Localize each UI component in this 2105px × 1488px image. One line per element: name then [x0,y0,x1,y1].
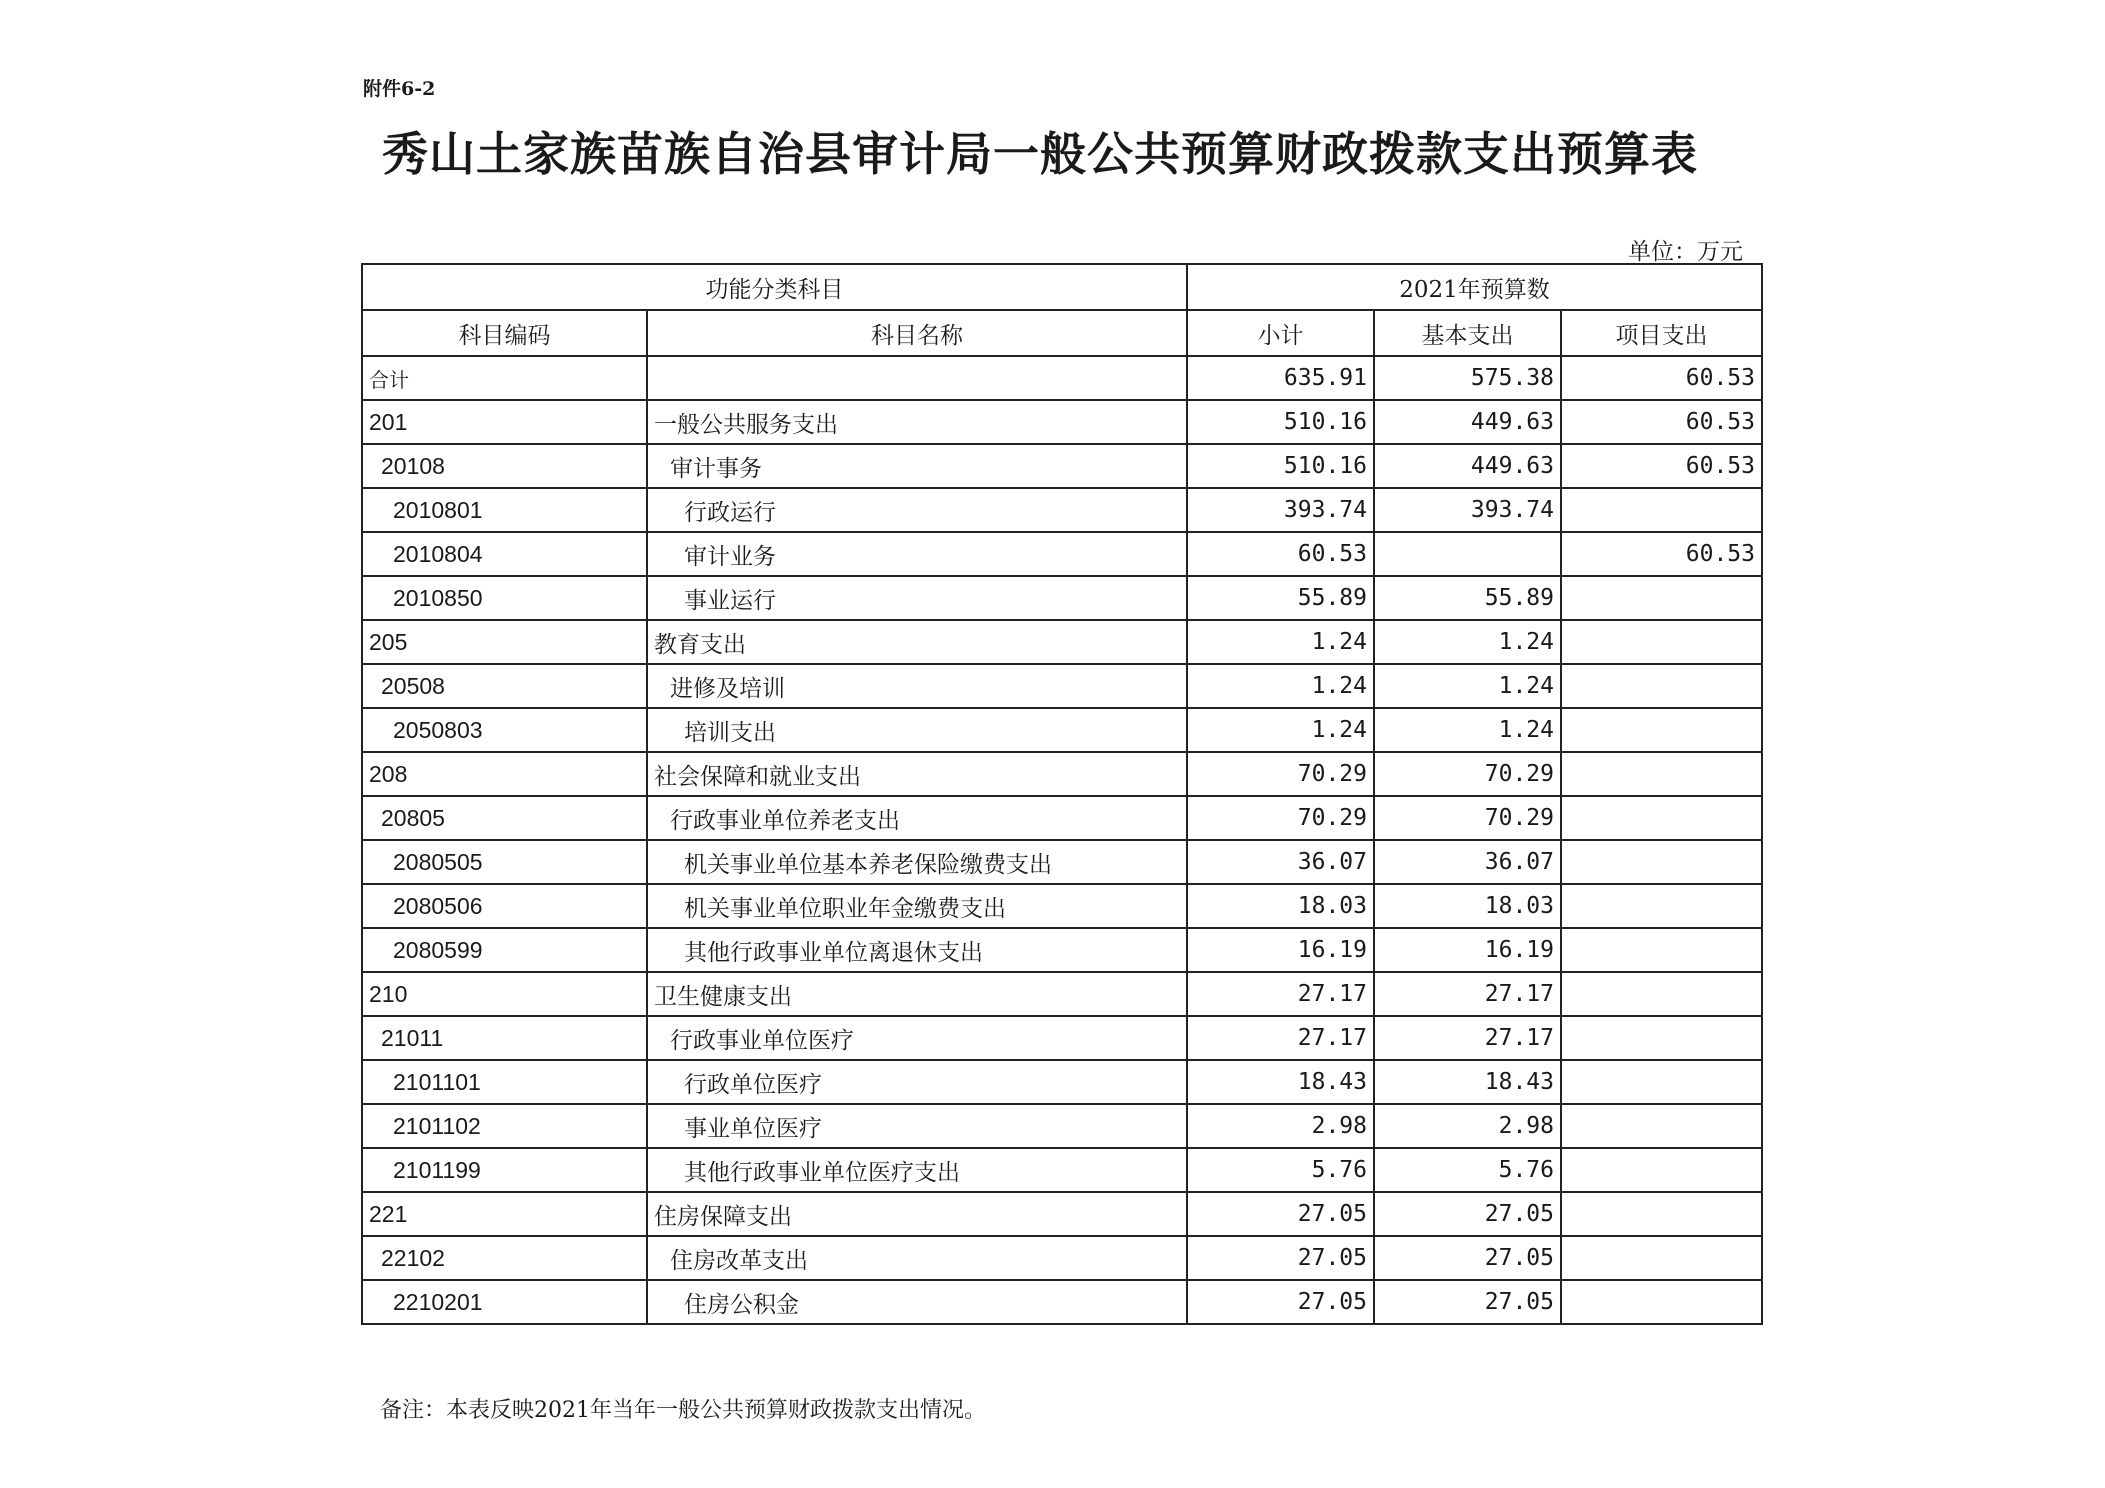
cell-name: 行政运行 [647,488,1187,532]
cell-project: 60.53 [1561,400,1762,444]
cell-project [1561,928,1762,972]
cell-project [1561,488,1762,532]
cell-name: 一般公共服务支出 [647,400,1187,444]
table-group-header-row [362,264,1762,310]
cell-code: 2050803 [362,708,647,752]
cell-basic: 27.05 [1374,1236,1561,1280]
cell-subtotal: 27.17 [1187,1016,1374,1060]
cell-name: 审计事务 [647,444,1187,488]
cell-code: 20108 [362,444,647,488]
table-column-header-row [362,310,1762,356]
cell-code: 20805 [362,796,647,840]
cell-basic: 449.63 [1374,400,1561,444]
cell-subtotal: 70.29 [1187,752,1374,796]
cell-code: 2101102 [362,1104,647,1148]
cell-subtotal: 27.05 [1187,1192,1374,1236]
cell-name: 事业运行 [647,576,1187,620]
cell-basic: 16.19 [1374,928,1561,972]
cell-name: 教育支出 [647,620,1187,664]
cell-basic: 27.05 [1374,1280,1561,1324]
cell-project [1561,796,1762,840]
cell-project [1561,972,1762,1016]
cell-subtotal: 36.07 [1187,840,1374,884]
cell-subtotal: 1.24 [1187,620,1374,664]
table-row [362,928,1762,972]
cell-code: 2101101 [362,1060,647,1104]
cell-name: 住房保障支出 [647,1192,1187,1236]
cell-name: 行政单位医疗 [647,1060,1187,1104]
cell-basic: 18.03 [1374,884,1561,928]
cell-project [1561,620,1762,664]
table-row [362,576,1762,620]
cell-code: 22102 [362,1236,647,1280]
table-row [362,884,1762,928]
cell-code: 2101199 [362,1148,647,1192]
cell-subtotal: 1.24 [1187,664,1374,708]
cell-basic: 2.98 [1374,1104,1561,1148]
cell-project [1561,1192,1762,1236]
table-row [362,620,1762,664]
table-row [362,488,1762,532]
cell-subtotal: 16.19 [1187,928,1374,972]
cell-project [1561,1236,1762,1280]
cell-code: 208 [362,752,647,796]
cell-basic: 27.05 [1374,1192,1561,1236]
cell-name: 住房公积金 [647,1280,1187,1324]
budget-table [361,263,1763,1325]
cell-project: 60.53 [1561,532,1762,576]
table-row [362,1060,1762,1104]
cell-name: 卫生健康支出 [647,972,1187,1016]
cell-subtotal: 2.98 [1187,1104,1374,1148]
table-row [362,532,1762,576]
table-row [362,796,1762,840]
cell-project [1561,576,1762,620]
cell-project [1561,664,1762,708]
cell-subtotal: 27.05 [1187,1280,1374,1324]
cell-name: 其他行政事业单位医疗支出 [647,1148,1187,1192]
cell-basic: 1.24 [1374,620,1561,664]
cell-project [1561,1104,1762,1148]
cell-project [1561,884,1762,928]
cell-subtotal: 18.03 [1187,884,1374,928]
cell-code: 2210201 [362,1280,647,1324]
table-row [362,840,1762,884]
cell-subtotal: 27.17 [1187,972,1374,1016]
table-row [362,1016,1762,1060]
page-title: 秀山土家族苗族自治县审计局一般公共预算财政拨款支出预算表 [382,127,1698,181]
cell-subtotal: 510.16 [1187,400,1374,444]
cell-subtotal: 510.16 [1187,444,1374,488]
cell-code: 合计 [362,356,647,400]
cell-name: 其他行政事业单位离退休支出 [647,928,1187,972]
cell-subtotal: 60.53 [1187,532,1374,576]
cell-basic [1374,532,1561,576]
cell-project [1561,1148,1762,1192]
cell-code: 2080599 [362,928,647,972]
table-row [362,708,1762,752]
cell-basic: 36.07 [1374,840,1561,884]
cell-basic: 5.76 [1374,1148,1561,1192]
cell-subtotal: 5.76 [1187,1148,1374,1192]
cell-code: 2080506 [362,884,647,928]
cell-subtotal: 55.89 [1187,576,1374,620]
cell-name [647,356,1187,400]
table-row [362,356,1762,400]
cell-project: 60.53 [1561,444,1762,488]
table-row [362,400,1762,444]
cell-name: 社会保障和就业支出 [647,752,1187,796]
table-row [362,664,1762,708]
column-header-code: 科目编码 [362,310,647,356]
cell-name: 培训支出 [647,708,1187,752]
cell-basic: 27.17 [1374,1016,1561,1060]
cell-project [1561,840,1762,884]
cell-name: 机关事业单位基本养老保险缴费支出 [647,840,1187,884]
cell-basic: 393.74 [1374,488,1561,532]
cell-code: 2010801 [362,488,647,532]
table-row [362,1104,1762,1148]
group-header-function-category: 功能分类科目 [362,264,1187,310]
cell-subtotal: 393.74 [1187,488,1374,532]
cell-name: 住房改革支出 [647,1236,1187,1280]
cell-basic: 70.29 [1374,752,1561,796]
cell-project: 60.53 [1561,356,1762,400]
cell-subtotal: 70.29 [1187,796,1374,840]
cell-subtotal: 18.43 [1187,1060,1374,1104]
table-row [362,444,1762,488]
cell-name: 行政事业单位医疗 [647,1016,1187,1060]
table-row [362,972,1762,1016]
table-row [362,1148,1762,1192]
table-row [362,1236,1762,1280]
cell-basic: 70.29 [1374,796,1561,840]
cell-basic: 449.63 [1374,444,1561,488]
table-body [362,356,1762,1324]
column-header-subtotal: 小计 [1187,310,1374,356]
cell-name: 机关事业单位职业年金缴费支出 [647,884,1187,928]
cell-code: 221 [362,1192,647,1236]
column-header-project: 项目支出 [1561,310,1762,356]
cell-project [1561,1060,1762,1104]
table-row [362,1192,1762,1236]
table-row [362,1280,1762,1324]
cell-name: 进修及培训 [647,664,1187,708]
cell-subtotal: 1.24 [1187,708,1374,752]
group-header-budget-2021: 2021年预算数 [1187,264,1762,310]
column-header-basic: 基本支出 [1374,310,1561,356]
cell-code: 21011 [362,1016,647,1060]
cell-name: 事业单位医疗 [647,1104,1187,1148]
cell-basic: 18.43 [1374,1060,1561,1104]
table-row [362,752,1762,796]
cell-code: 2010804 [362,532,647,576]
cell-code: 205 [362,620,647,664]
cell-basic: 1.24 [1374,708,1561,752]
cell-code: 210 [362,972,647,1016]
cell-basic: 1.24 [1374,664,1561,708]
cell-basic: 575.38 [1374,356,1561,400]
cell-code: 2080505 [362,840,647,884]
column-header-name: 科目名称 [647,310,1187,356]
cell-subtotal: 635.91 [1187,356,1374,400]
cell-basic: 55.89 [1374,576,1561,620]
cell-code: 201 [362,400,647,444]
footnote: 备注：本表反映2021年当年一般公共预算财政拨款支出情况。 [380,1398,986,1423]
cell-project [1561,708,1762,752]
cell-project [1561,1280,1762,1324]
cell-subtotal: 27.05 [1187,1236,1374,1280]
cell-project [1561,752,1762,796]
cell-name: 行政事业单位养老支出 [647,796,1187,840]
cell-project [1561,1016,1762,1060]
cell-code: 2010850 [362,576,647,620]
cell-basic: 27.17 [1374,972,1561,1016]
cell-name: 审计业务 [647,532,1187,576]
attachment-label: 附件6-2 [363,78,436,100]
unit-label: 单位：万元 [1628,239,1743,265]
cell-code: 20508 [362,664,647,708]
